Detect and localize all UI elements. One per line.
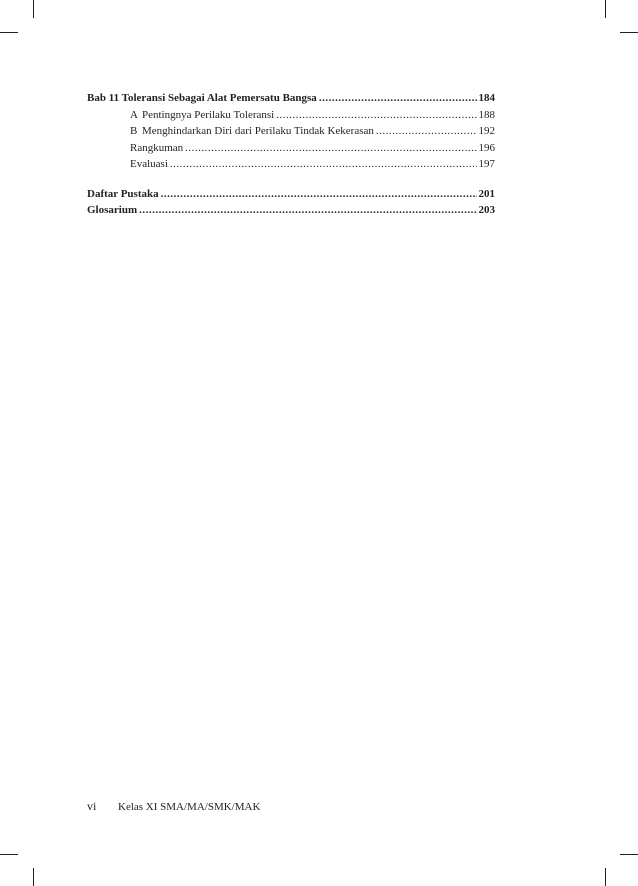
toc-entry-title bbox=[130, 123, 374, 140]
dot-leader bbox=[276, 107, 476, 124]
toc-entry-title: Glosarium bbox=[87, 204, 138, 216]
dot-leader bbox=[185, 140, 476, 157]
section-gap bbox=[87, 173, 495, 186]
toc-entry-letter: A bbox=[130, 108, 138, 121]
dot-leader bbox=[319, 90, 477, 107]
dot-leader bbox=[161, 186, 477, 203]
crop-mark bbox=[620, 854, 638, 855]
toc-entry-page: 201 bbox=[478, 187, 495, 200]
dot-leader bbox=[376, 123, 477, 140]
crop-mark bbox=[605, 868, 606, 886]
toc-entry-page: 184 bbox=[478, 92, 495, 104]
book-title: Kelas XI SMA/MA/SMK/MAK bbox=[118, 801, 261, 813]
table-of-contents bbox=[87, 90, 495, 219]
crop-mark bbox=[0, 854, 18, 855]
toc-back-matter-entry[interactable] bbox=[87, 186, 495, 203]
toc-sub-entry[interactable] bbox=[87, 107, 495, 124]
toc-back-matter-entry[interactable] bbox=[87, 202, 495, 219]
toc-entry-title: Rangkuman bbox=[130, 141, 184, 154]
toc-entry-title bbox=[130, 107, 274, 124]
toc-entry-text: Pentingnya Perilaku Toleransi bbox=[142, 108, 275, 121]
page-number: vi bbox=[87, 799, 97, 813]
crop-mark bbox=[0, 32, 18, 33]
toc-sub-entry[interactable] bbox=[87, 140, 495, 157]
toc-chapter-entry[interactable] bbox=[87, 90, 495, 107]
crop-mark bbox=[33, 868, 34, 886]
toc-entry-title: Evaluasi bbox=[130, 158, 168, 170]
toc-sub-entry[interactable] bbox=[87, 123, 495, 140]
toc-entry-letter: B bbox=[130, 125, 138, 137]
crop-mark bbox=[620, 32, 638, 33]
dot-leader bbox=[170, 156, 477, 173]
toc-entry-title: Bab 11 Toleransi Sebagai Alat Pemersatu Bangsa bbox=[87, 92, 317, 104]
page-footer bbox=[87, 799, 260, 814]
toc-entry-title: Daftar Pustaka bbox=[87, 187, 159, 200]
toc-entry-page: 197 bbox=[478, 158, 495, 170]
toc-sub-entry[interactable] bbox=[87, 156, 495, 173]
toc-entry-page: 192 bbox=[478, 125, 495, 137]
toc-entry-page: 188 bbox=[478, 108, 495, 121]
toc-entry-page: 203 bbox=[478, 204, 495, 216]
dot-leader bbox=[139, 202, 476, 219]
toc-entry-text: Menghindarkan Diri dari Perilaku Tindak Kekerasan bbox=[142, 125, 374, 137]
crop-mark bbox=[33, 0, 34, 18]
crop-mark bbox=[605, 0, 606, 18]
toc-entry-page: 196 bbox=[478, 141, 495, 154]
